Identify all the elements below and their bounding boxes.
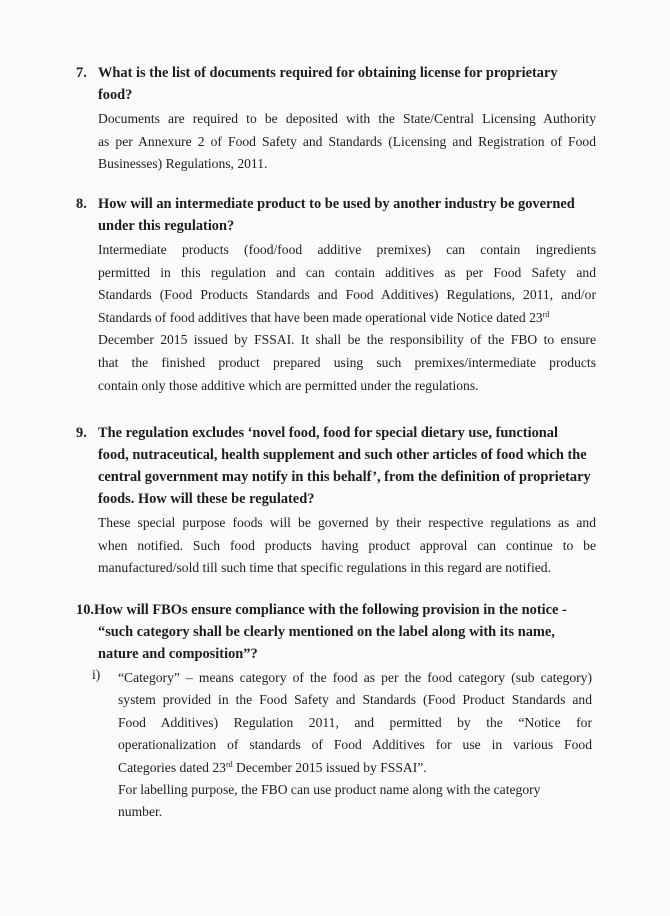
faq-item-8 xyxy=(76,193,596,397)
faq-item-7 xyxy=(76,62,596,176)
answer-line: These special purpose foods will be governed by their respective regulations as and xyxy=(98,515,596,530)
answer-text xyxy=(76,239,596,397)
answer-text xyxy=(76,108,596,176)
faq-item-10 xyxy=(76,599,596,665)
answer-line: as per Annexure 2 of Food Safety and Standards (Licensing and Registration of Food xyxy=(98,133,596,149)
question-line: foods. How will these be regulated? xyxy=(98,491,315,507)
question-number: 8. xyxy=(76,196,87,212)
question-line: The regulation excludes ‘novel food, food for special dietary use, functional xyxy=(98,425,558,441)
answer-line: contain only those additive which are permitted under the regulations. xyxy=(98,377,479,393)
answer-line: permitted in this regulation and can contain additives as per Food Safety and xyxy=(98,264,596,280)
question-line xyxy=(76,599,596,621)
question-line: How will an intermediate product to be used by another industry be governed xyxy=(98,196,575,212)
question-title xyxy=(76,193,596,237)
answer-line: Intermediate products (food/food additive premixes) can contain ingredients xyxy=(98,242,596,257)
sub-line: operationalization of standards of Food Additives for use in various Food xyxy=(118,737,592,753)
sub-line: Food Additives) Regulation 2011, and permitted by the “Notice for xyxy=(118,714,592,730)
answer-line: when notified. Such food products having product approval can continue to be xyxy=(98,537,596,553)
question-title xyxy=(76,599,596,665)
question-title xyxy=(76,62,596,106)
answer-text xyxy=(76,512,596,580)
answer-line-text: Standards of food additives that have been made operational vide Notice dated 23 xyxy=(98,309,543,325)
sub-line: number. xyxy=(118,804,163,820)
question-line-text: How will FBOs ensure compliance with the following provision in the notice - xyxy=(94,602,567,618)
question-line: under this regulation? xyxy=(98,218,235,234)
answer-line xyxy=(98,307,596,330)
question-line: food? xyxy=(98,87,133,103)
question-title xyxy=(76,422,596,510)
answer-line: manufactured/sold till such time that specific regulations in this regard are notified. xyxy=(98,560,551,576)
answer-line: Businesses) Regulations, 2011. xyxy=(98,156,268,172)
ordinal-suffix: rd xyxy=(542,309,550,319)
answer-line: that the finished product prepared using such premixes/intermediate products xyxy=(98,354,596,370)
sub-item-number: i) xyxy=(92,667,101,682)
question-line: nature and composition”? xyxy=(98,646,258,662)
question-number: 10. xyxy=(76,602,94,618)
question-line: “such category shall be clearly mentioned on the label along with its name, xyxy=(98,624,555,640)
sub-line xyxy=(118,757,592,779)
sub-line: For labelling purpose, the FBO can use product name along with the category xyxy=(118,782,541,798)
sub-line-text: December 2015 issued by FSSAI”. xyxy=(232,759,427,775)
faq-item-9 xyxy=(76,422,596,580)
question-line: What is the list of documents required for obtaining license for proprietary xyxy=(98,65,558,81)
answer-line: Documents are required to be deposited with the State/Central Licensing Authority xyxy=(98,111,596,126)
sub-item-text xyxy=(92,667,592,824)
sub-line-text: Categories dated 23 xyxy=(118,759,226,775)
ordinal-suffix: rd xyxy=(225,759,233,769)
question-number: 7. xyxy=(76,65,87,81)
sub-item-i xyxy=(92,667,592,824)
sub-line: “Category” – means category of the food as per the food category (sub category) xyxy=(118,670,592,685)
answer-line: Standards (Food Products Standards and Food Additives) Regulations, 2011, and/or xyxy=(98,287,596,303)
question-line: food, nutraceutical, health supplement and such other articles of food which the xyxy=(98,447,587,463)
question-number: 9. xyxy=(76,425,87,441)
sub-line: system provided in the Food Safety and Standards (Food Product Standards and xyxy=(118,692,592,708)
answer-line: December 2015 issued by FSSAI. It shall be the responsibility of the FBO to ensure xyxy=(98,332,596,348)
question-line: central government may notify in this behalf’, from the definition of proprietary xyxy=(98,469,591,485)
